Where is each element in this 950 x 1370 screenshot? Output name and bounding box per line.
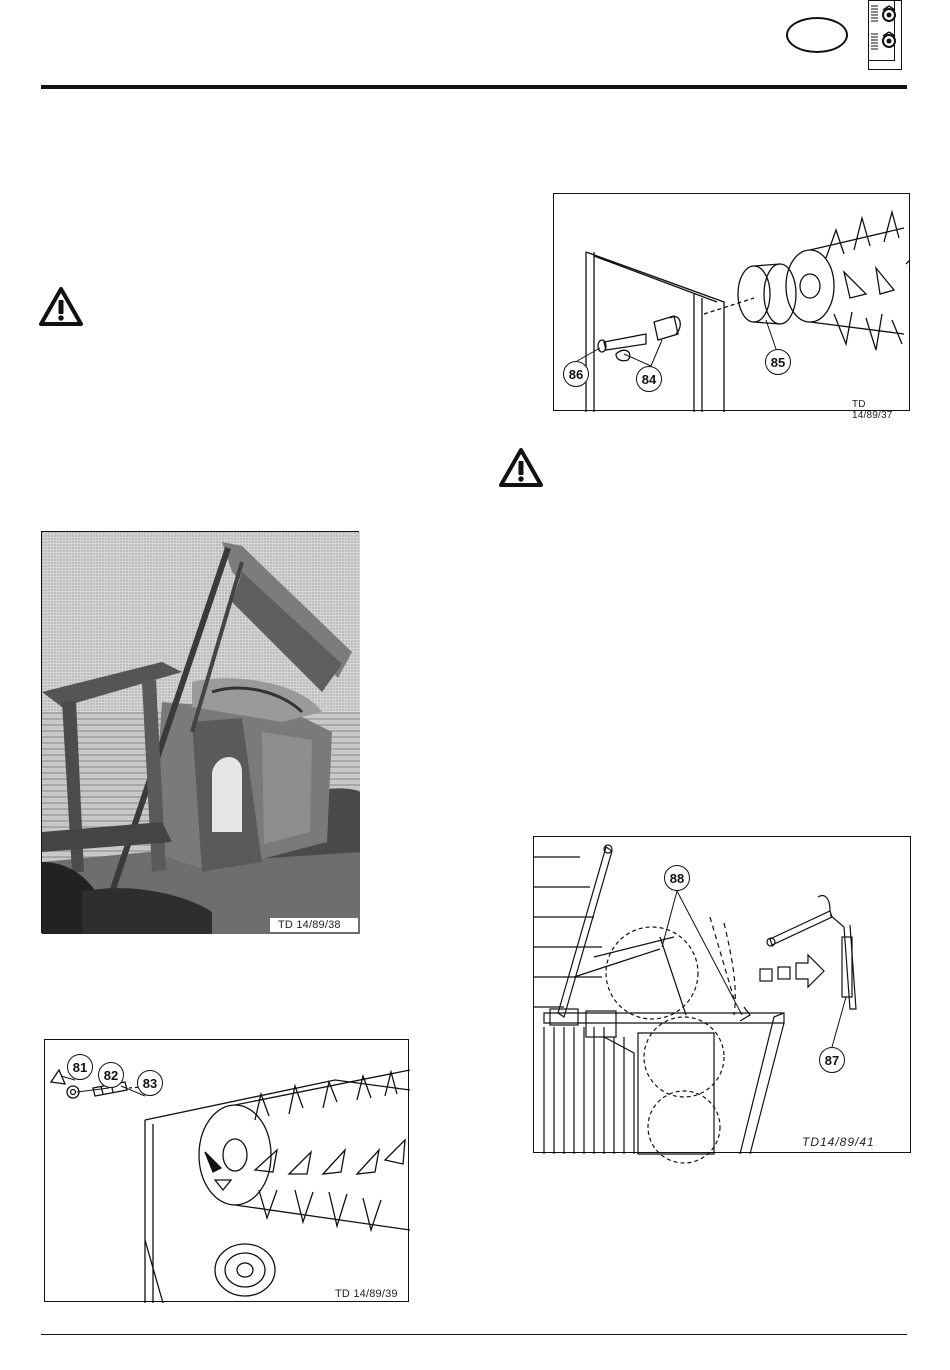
figure-td-14-89-38-photo — [41, 531, 359, 933]
callout-82: 82 — [98, 1062, 124, 1088]
callout-87: 87 — [819, 1047, 845, 1073]
figure-caption: TD14/89/41 — [802, 1135, 875, 1149]
gear-level-icon — [868, 0, 902, 70]
figure-td-14-89-41 — [533, 836, 911, 1153]
callout-84: 84 — [636, 366, 662, 392]
callout-86: 86 — [563, 361, 589, 387]
figure-caption: TD 14/89/37 — [852, 399, 893, 421]
callout-88: 88 — [664, 865, 690, 891]
figure-td-14-89-37 — [553, 193, 910, 421]
warning-triangle-icon — [38, 286, 84, 328]
callout-83: 83 — [137, 1070, 163, 1096]
figure-caption: TD 14/89/39 — [335, 1288, 398, 1300]
callout-85: 85 — [765, 349, 791, 375]
callout-81: 81 — [67, 1054, 93, 1080]
footer-rule — [41, 1334, 907, 1335]
header-rule — [41, 85, 907, 89]
figure-td-14-89-39 — [44, 1039, 409, 1302]
language-badge — [786, 17, 848, 53]
figure-caption: TD 14/89/38 — [278, 919, 341, 931]
warning-triangle-icon — [498, 447, 544, 489]
